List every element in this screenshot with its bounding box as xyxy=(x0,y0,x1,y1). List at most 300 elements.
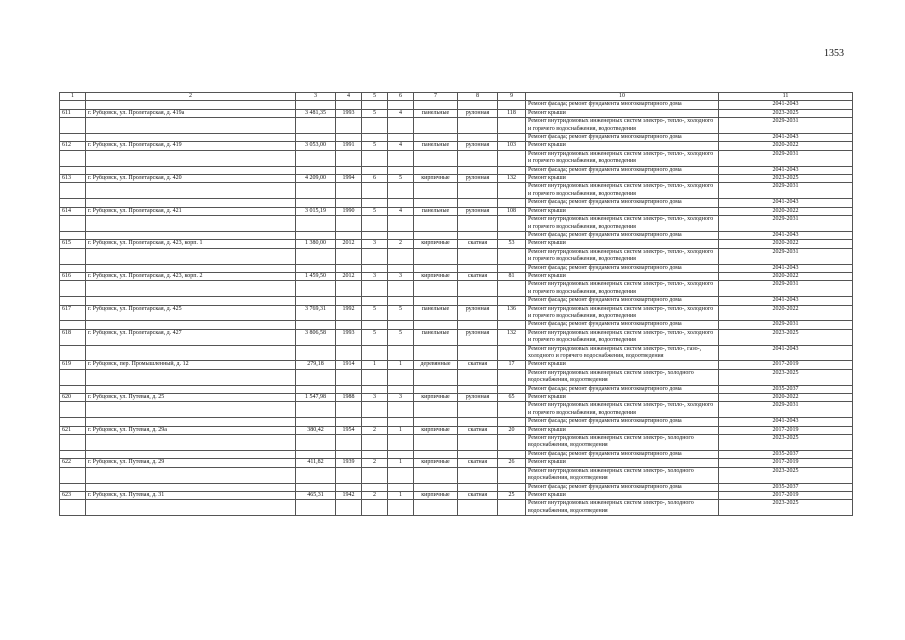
work-type-cell: Ремонт фасада; ремонт фундамента многоквартирного дома xyxy=(526,321,719,329)
wall-material-cell xyxy=(414,369,458,385)
apartments-cell xyxy=(498,402,526,418)
roof-type-cell xyxy=(458,345,498,361)
table-row xyxy=(60,394,853,402)
floors-cell xyxy=(362,500,388,516)
row-number-cell xyxy=(60,418,86,426)
table-row xyxy=(60,297,853,305)
column-header-1: 1 xyxy=(60,93,86,101)
year-built-cell: 1990 xyxy=(336,207,362,215)
table-row xyxy=(60,264,853,272)
roof-type-cell xyxy=(458,500,498,516)
row-number-cell: 613 xyxy=(60,175,86,183)
roof-type-cell xyxy=(458,418,498,426)
year-built-cell xyxy=(336,483,362,491)
address-cell: г. Рубцовск, ул. Пролетарская, д. 421 xyxy=(86,207,296,215)
row-number-cell xyxy=(60,216,86,232)
area-cell xyxy=(296,435,336,451)
term-cell: 2029-2031 xyxy=(719,216,853,232)
table-row xyxy=(60,426,853,434)
table-row xyxy=(60,305,853,321)
area-cell: 1 459,50 xyxy=(296,272,336,280)
wall-material-cell: панельные xyxy=(414,207,458,215)
area-cell xyxy=(296,183,336,199)
apartments-cell xyxy=(498,345,526,361)
term-cell: 2023-2025 xyxy=(719,435,853,451)
floors-cell xyxy=(362,385,388,393)
floors-cell xyxy=(362,435,388,451)
entrances-cell xyxy=(388,248,414,264)
floors-cell xyxy=(362,467,388,483)
roof-type-cell: рулонная xyxy=(458,305,498,321)
floors-cell xyxy=(362,216,388,232)
entrances-cell xyxy=(388,264,414,272)
apartments-cell xyxy=(498,216,526,232)
address-cell: г. Рубцовск, ул. Путевая, д. 31 xyxy=(86,491,296,499)
wall-material-cell xyxy=(414,118,458,134)
area-cell xyxy=(296,231,336,239)
work-type-cell: Ремонт внутридомовых инженерных систем электро-, тепло-, холодного и горячего водоснабжения, водоотведения xyxy=(526,402,719,418)
column-header-11: 11 xyxy=(719,93,853,101)
work-type-cell: Ремонт внутридомовых инженерных систем электро-, тепло-, холодного и горячего водоснабжения, водоотведения xyxy=(526,216,719,232)
year-built-cell xyxy=(336,385,362,393)
table-row xyxy=(60,435,853,451)
term-cell: 2020-2022 xyxy=(719,272,853,280)
wall-material-cell xyxy=(414,183,458,199)
floors-cell: 5 xyxy=(362,109,388,117)
area-cell xyxy=(296,369,336,385)
term-cell: 2041-2043 xyxy=(719,264,853,272)
apartments-cell xyxy=(498,118,526,134)
column-header-10: 10 xyxy=(526,93,719,101)
roof-type-cell xyxy=(458,435,498,451)
roof-type-cell xyxy=(458,402,498,418)
roof-type-cell xyxy=(458,134,498,142)
area-cell xyxy=(296,402,336,418)
area-cell xyxy=(296,264,336,272)
year-built-cell xyxy=(336,418,362,426)
wall-material-cell: кирпичные xyxy=(414,394,458,402)
area-cell xyxy=(296,500,336,516)
address-cell: г. Рубцовск, ул. Пролетарская, д. 420 xyxy=(86,175,296,183)
table-row xyxy=(60,491,853,499)
wall-material-cell: кирпичные xyxy=(414,459,458,467)
year-built-cell xyxy=(336,216,362,232)
year-built-cell xyxy=(336,467,362,483)
year-built-cell xyxy=(336,199,362,207)
year-built-cell: 1994 xyxy=(336,175,362,183)
wall-material-cell xyxy=(414,345,458,361)
address-cell: г. Рубцовск, ул. Пролетарская, д. 423, корп. 1 xyxy=(86,240,296,248)
row-number-cell xyxy=(60,385,86,393)
wall-material-cell: кирпичные xyxy=(414,240,458,248)
table-row xyxy=(60,231,853,239)
apartments-cell: 65 xyxy=(498,394,526,402)
work-type-cell: Ремонт внутридомовых инженерных систем электро-, тепло-, холодного и горячего водоснабжения, водоотведения xyxy=(526,248,719,264)
address-cell xyxy=(86,500,296,516)
term-cell: 2035-2037 xyxy=(719,483,853,491)
area-cell xyxy=(296,385,336,393)
entrances-cell xyxy=(388,118,414,134)
area-cell: 1 380,00 xyxy=(296,240,336,248)
address-cell xyxy=(86,297,296,305)
apartments-cell xyxy=(498,467,526,483)
wall-material-cell: панельные xyxy=(414,329,458,345)
address-cell xyxy=(86,321,296,329)
table-row xyxy=(60,418,853,426)
wall-material-cell xyxy=(414,418,458,426)
roof-type-cell: рулонная xyxy=(458,109,498,117)
term-cell: 2041-2043 xyxy=(719,231,853,239)
address-cell xyxy=(86,483,296,491)
entrances-cell xyxy=(388,369,414,385)
work-type-cell: Ремонт крыши xyxy=(526,240,719,248)
work-type-cell: Ремонт крыши xyxy=(526,426,719,434)
table-row xyxy=(60,216,853,232)
repair-schedule-table xyxy=(59,92,853,516)
entrances-cell: 1 xyxy=(388,426,414,434)
roof-type-cell xyxy=(458,166,498,174)
apartments-cell: 136 xyxy=(498,305,526,321)
apartments-cell xyxy=(498,500,526,516)
roof-type-cell xyxy=(458,467,498,483)
wall-material-cell xyxy=(414,467,458,483)
roof-type-cell: рулонная xyxy=(458,207,498,215)
year-built-cell: 1993 xyxy=(336,329,362,345)
table-row xyxy=(60,483,853,491)
address-cell: г. Рубцовск, ул. Пролетарская, д. 419а xyxy=(86,109,296,117)
row-number-cell: 619 xyxy=(60,361,86,369)
term-cell: 2035-2037 xyxy=(719,450,853,458)
row-number-cell xyxy=(60,435,86,451)
entrances-cell xyxy=(388,450,414,458)
address-cell: г. Рубцовск, ул. Путевая, д. 29а xyxy=(86,426,296,434)
entrances-cell xyxy=(388,150,414,166)
address-cell xyxy=(86,231,296,239)
year-built-cell xyxy=(336,321,362,329)
term-cell: 2029-2031 xyxy=(719,248,853,264)
wall-material-cell xyxy=(414,150,458,166)
apartments-cell xyxy=(498,150,526,166)
address-cell xyxy=(86,418,296,426)
row-number-cell: 615 xyxy=(60,240,86,248)
area-cell: 4 209,00 xyxy=(296,175,336,183)
apartments-cell xyxy=(498,264,526,272)
wall-material-cell xyxy=(414,134,458,142)
floors-cell xyxy=(362,450,388,458)
row-number-cell: 611 xyxy=(60,109,86,117)
address-cell xyxy=(86,385,296,393)
roof-type-cell xyxy=(458,483,498,491)
row-number-cell xyxy=(60,281,86,297)
apartments-cell: 26 xyxy=(498,459,526,467)
year-built-cell: 1993 xyxy=(336,109,362,117)
roof-type-cell xyxy=(458,231,498,239)
floors-cell: 6 xyxy=(362,175,388,183)
floors-cell xyxy=(362,483,388,491)
area-cell: 380,42 xyxy=(296,426,336,434)
wall-material-cell xyxy=(414,216,458,232)
apartments-cell xyxy=(498,166,526,174)
work-type-cell: Ремонт фасада; ремонт фундамента многоквартирного дома xyxy=(526,134,719,142)
entrances-cell xyxy=(388,183,414,199)
column-header-6: 6 xyxy=(388,93,414,101)
header-row xyxy=(60,93,853,101)
area-cell xyxy=(296,450,336,458)
table-row xyxy=(60,272,853,280)
row-number-cell xyxy=(60,321,86,329)
work-type-cell: Ремонт крыши xyxy=(526,272,719,280)
floors-cell: 3 xyxy=(362,272,388,280)
floors-cell xyxy=(362,281,388,297)
entrances-cell xyxy=(388,467,414,483)
address-cell: г. Рубцовск, ул. Пролетарская, д. 419 xyxy=(86,142,296,150)
year-built-cell xyxy=(336,345,362,361)
roof-type-cell: рулонная xyxy=(458,394,498,402)
entrances-cell xyxy=(388,101,414,109)
wall-material-cell xyxy=(414,166,458,174)
floors-cell xyxy=(362,297,388,305)
apartments-cell: 132 xyxy=(498,175,526,183)
year-built-cell xyxy=(336,166,362,174)
table-row xyxy=(60,281,853,297)
entrances-cell xyxy=(388,435,414,451)
roof-type-cell: рулонная xyxy=(458,329,498,345)
roof-type-cell xyxy=(458,150,498,166)
term-cell: 2041-2043 xyxy=(719,345,853,361)
year-built-cell xyxy=(336,369,362,385)
page-number: 1353 xyxy=(824,48,844,59)
address-cell xyxy=(86,402,296,418)
apartments-cell xyxy=(498,450,526,458)
year-built-cell xyxy=(336,281,362,297)
address-cell: г. Рубцовск, ул. Путевая, д. 25 xyxy=(86,394,296,402)
table-row xyxy=(60,199,853,207)
floors-cell xyxy=(362,264,388,272)
row-number-cell xyxy=(60,369,86,385)
term-cell: 2029-2031 xyxy=(719,281,853,297)
entrances-cell xyxy=(388,231,414,239)
row-number-cell xyxy=(60,231,86,239)
row-number-cell: 616 xyxy=(60,272,86,280)
address-cell xyxy=(86,216,296,232)
apartments-cell xyxy=(498,231,526,239)
address-cell: г. Рубцовск, ул. Пролетарская, д. 427 xyxy=(86,329,296,345)
table-row xyxy=(60,459,853,467)
floors-cell: 5 xyxy=(362,142,388,150)
floors-cell: 5 xyxy=(362,207,388,215)
work-type-cell: Ремонт внутридомовых инженерных систем электро-, тепло-, холодного и горячего водоснабжения, водоотведения xyxy=(526,118,719,134)
row-number-cell: 612 xyxy=(60,142,86,150)
work-type-cell: Ремонт фасада; ремонт фундамента многоквартирного дома xyxy=(526,418,719,426)
row-number-cell: 621 xyxy=(60,426,86,434)
entrances-cell: 5 xyxy=(388,329,414,345)
address-cell xyxy=(86,101,296,109)
entrances-cell xyxy=(388,216,414,232)
wall-material-cell: кирпичные xyxy=(414,175,458,183)
area-cell xyxy=(296,134,336,142)
wall-material-cell: панельные xyxy=(414,142,458,150)
wall-material-cell xyxy=(414,101,458,109)
address-cell xyxy=(86,281,296,297)
apartments-cell: 108 xyxy=(498,207,526,215)
year-built-cell: 1991 xyxy=(336,142,362,150)
table-row xyxy=(60,166,853,174)
floors-cell: 5 xyxy=(362,305,388,321)
apartments-cell: 132 xyxy=(498,329,526,345)
table-row xyxy=(60,101,853,109)
entrances-cell: 5 xyxy=(388,175,414,183)
table-row xyxy=(60,248,853,264)
entrances-cell: 1 xyxy=(388,361,414,369)
entrances-cell: 4 xyxy=(388,109,414,117)
entrances-cell xyxy=(388,297,414,305)
term-cell: 2017-2019 xyxy=(719,491,853,499)
table-row xyxy=(60,134,853,142)
term-cell: 2023-2025 xyxy=(719,369,853,385)
term-cell: 2035-2037 xyxy=(719,385,853,393)
work-type-cell: Ремонт внутридомовых инженерных систем электро-, холодного водоснабжения, водоотведения xyxy=(526,467,719,483)
year-built-cell: 1988 xyxy=(336,394,362,402)
table-row xyxy=(60,369,853,385)
floors-cell xyxy=(362,199,388,207)
wall-material-cell: кирпичные xyxy=(414,272,458,280)
table-row xyxy=(60,402,853,418)
work-type-cell: Ремонт крыши xyxy=(526,361,719,369)
year-built-cell xyxy=(336,500,362,516)
roof-type-cell xyxy=(458,118,498,134)
floors-cell xyxy=(362,248,388,264)
roof-type-cell xyxy=(458,199,498,207)
work-type-cell: Ремонт внутридомовых инженерных систем электро-, тепло-, холодного и горячего водоснабжения, водоотведения xyxy=(526,305,719,321)
roof-type-cell xyxy=(458,321,498,329)
wall-material-cell xyxy=(414,385,458,393)
row-number-cell xyxy=(60,450,86,458)
entrances-cell xyxy=(388,402,414,418)
row-number-cell: 623 xyxy=(60,491,86,499)
roof-type-cell xyxy=(458,248,498,264)
work-type-cell: Ремонт внутридомовых инженерных систем электро-, тепло-, холодного и горячего водоснабжения, водоотведения xyxy=(526,150,719,166)
area-cell: 1 547,98 xyxy=(296,394,336,402)
row-number-cell xyxy=(60,467,86,483)
apartments-cell xyxy=(498,321,526,329)
term-cell: 2023-2025 xyxy=(719,329,853,345)
table-row xyxy=(60,109,853,117)
term-cell: 2029-2031 xyxy=(719,118,853,134)
wall-material-cell: деревянные xyxy=(414,361,458,369)
roof-type-cell: рулонная xyxy=(458,175,498,183)
row-number-cell: 620 xyxy=(60,394,86,402)
work-type-cell: Ремонт фасада; ремонт фундамента многоквартирного дома xyxy=(526,297,719,305)
term-cell: 2020-2022 xyxy=(719,305,853,321)
area-cell xyxy=(296,166,336,174)
address-cell xyxy=(86,118,296,134)
row-number-cell xyxy=(60,166,86,174)
apartments-cell: 25 xyxy=(498,491,526,499)
work-type-cell: Ремонт внутридомовых инженерных систем электро-, холодного водоснабжения, водоотведения xyxy=(526,369,719,385)
address-cell: г. Рубцовск, ул. Пролетарская, д. 425 xyxy=(86,305,296,321)
area-cell: 279,18 xyxy=(296,361,336,369)
apartments-cell xyxy=(498,435,526,451)
area-cell xyxy=(296,150,336,166)
address-cell xyxy=(86,150,296,166)
table-row xyxy=(60,345,853,361)
work-type-cell: Ремонт внутридомовых инженерных систем электро-, тепло-, холодного и горячего водоснабжения, водоотведения xyxy=(526,329,719,345)
address-cell xyxy=(86,199,296,207)
apartments-cell: 103 xyxy=(498,142,526,150)
row-number-cell xyxy=(60,483,86,491)
year-built-cell: 2012 xyxy=(336,272,362,280)
term-cell: 2029-2031 xyxy=(719,150,853,166)
year-built-cell xyxy=(336,101,362,109)
area-cell: 3 015,19 xyxy=(296,207,336,215)
area-cell xyxy=(296,248,336,264)
entrances-cell xyxy=(388,281,414,297)
term-cell: 2023-2025 xyxy=(719,500,853,516)
roof-type-cell xyxy=(458,281,498,297)
work-type-cell: Ремонт фасада; ремонт фундамента многоквартирного дома xyxy=(526,199,719,207)
address-cell: г. Рубцовск, ул. Пролетарская, д. 423, корп. 2 xyxy=(86,272,296,280)
address-cell xyxy=(86,264,296,272)
column-header-3: 3 xyxy=(296,93,336,101)
area-cell xyxy=(296,467,336,483)
area-cell xyxy=(296,345,336,361)
floors-cell xyxy=(362,166,388,174)
term-cell: 2041-2043 xyxy=(719,101,853,109)
work-type-cell: Ремонт крыши xyxy=(526,394,719,402)
work-type-cell: Ремонт фасада; ремонт фундамента многоквартирного дома xyxy=(526,483,719,491)
year-built-cell xyxy=(336,231,362,239)
year-built-cell xyxy=(336,297,362,305)
work-type-cell: Ремонт внутридомовых инженерных систем электро-, тепло-, газо-, холодного и горячего водоснабжения, водоотведения xyxy=(526,345,719,361)
work-type-cell: Ремонт крыши xyxy=(526,207,719,215)
apartments-cell: 20 xyxy=(498,426,526,434)
table-row xyxy=(60,175,853,183)
term-cell: 2041-2043 xyxy=(719,134,853,142)
year-built-cell xyxy=(336,264,362,272)
floors-cell xyxy=(362,118,388,134)
term-cell: 2017-2019 xyxy=(719,361,853,369)
floors-cell: 2 xyxy=(362,459,388,467)
area-cell xyxy=(296,418,336,426)
table-row xyxy=(60,500,853,516)
year-built-cell xyxy=(336,134,362,142)
table-row xyxy=(60,207,853,215)
year-built-cell: 1942 xyxy=(336,491,362,499)
roof-type-cell: скатная xyxy=(458,426,498,434)
roof-type-cell xyxy=(458,264,498,272)
floors-cell xyxy=(362,183,388,199)
row-number-cell xyxy=(60,402,86,418)
term-cell: 2029-2031 xyxy=(719,402,853,418)
column-header-9: 9 xyxy=(498,93,526,101)
column-header-2: 2 xyxy=(86,93,296,101)
wall-material-cell xyxy=(414,199,458,207)
column-header-8: 8 xyxy=(458,93,498,101)
term-cell: 2029-2031 xyxy=(719,183,853,199)
year-built-cell: 2012 xyxy=(336,240,362,248)
roof-type-cell: скатная xyxy=(458,361,498,369)
area-cell xyxy=(296,199,336,207)
term-cell: 2041-2043 xyxy=(719,297,853,305)
term-cell: 2020-2022 xyxy=(719,142,853,150)
floors-cell: 3 xyxy=(362,394,388,402)
row-number-cell xyxy=(60,118,86,134)
floors-cell: 3 xyxy=(362,240,388,248)
row-number-cell: 617 xyxy=(60,305,86,321)
entrances-cell xyxy=(388,483,414,491)
wall-material-cell xyxy=(414,321,458,329)
entrances-cell xyxy=(388,345,414,361)
